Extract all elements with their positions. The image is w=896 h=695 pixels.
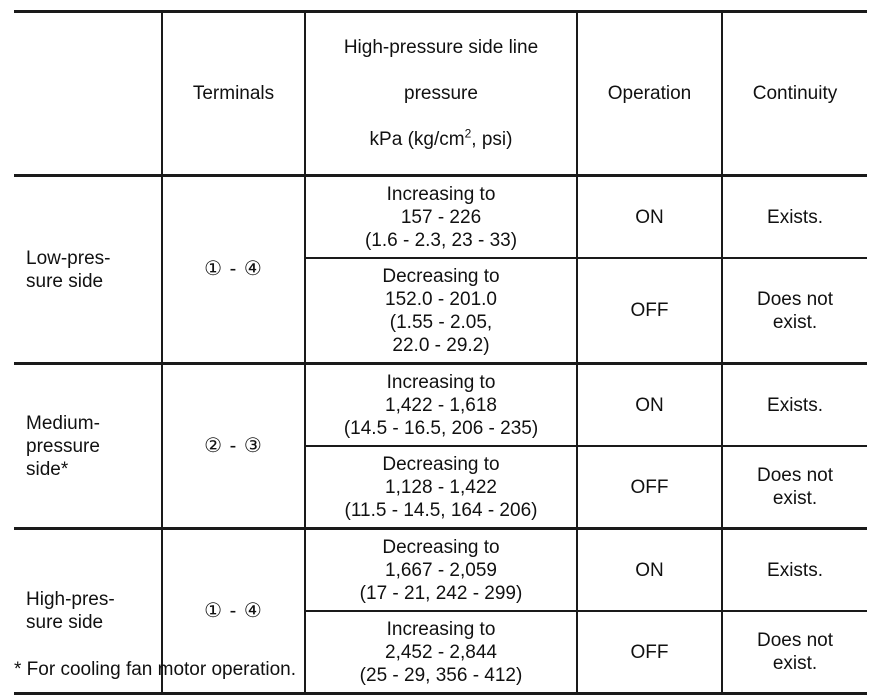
- terminals-cell: ② - ③: [162, 364, 305, 529]
- header-pressure: [305, 12, 577, 176]
- operation-cell: OFF: [577, 446, 722, 529]
- pressure-cell: Decreasing to 1,128 - 1,422 (11.5 - 14.5, 164 - 206): [305, 446, 577, 529]
- terminals-cell: ① - ④: [162, 176, 305, 364]
- pressure-cell: Decreasing to 152.0 - 201.0 (1.55 - 2.05, 22.0 - 29.2): [305, 258, 577, 364]
- continuity-cell: Exists.: [722, 529, 867, 612]
- operation-cell: OFF: [577, 611, 722, 694]
- table-row: [14, 176, 867, 259]
- operation-cell: OFF: [577, 258, 722, 364]
- pressure-cell: Increasing to 2,452 - 2,844 (25 - 29, 356 - 412): [305, 611, 577, 694]
- section-label: Medium- pressure side*: [14, 364, 162, 529]
- table-row: [14, 529, 867, 612]
- operation-cell: ON: [577, 529, 722, 612]
- unit-prefix: kPa (kg/cm: [369, 129, 465, 150]
- header-pressure-line1: High-pressure side line: [343, 37, 539, 58]
- pressure-cell: Increasing to 1,422 - 1,618 (14.5 - 16.5, 206 - 235): [305, 364, 577, 447]
- continuity-cell: Does not exist.: [722, 611, 867, 694]
- unit-superscript: 2: [464, 126, 472, 141]
- terminals-cell: ① - ④: [162, 529, 305, 694]
- footnote: * For cooling fan motor operation.: [14, 659, 296, 680]
- header-pressure-line2: pressure: [404, 83, 478, 104]
- operation-cell: ON: [577, 364, 722, 447]
- table-row: [14, 364, 867, 447]
- continuity-cell: Does not exist.: [722, 446, 867, 529]
- pressure-cell: Decreasing to 1,667 - 2,059 (17 - 21, 242 - 299): [305, 529, 577, 612]
- pressure-switch-table: [14, 10, 867, 695]
- continuity-cell: Does not exist.: [722, 258, 867, 364]
- operation-cell: ON: [577, 176, 722, 259]
- header-blank-cell: [14, 12, 162, 176]
- section-label: Low-pres- sure side: [14, 176, 162, 364]
- unit-suffix: , psi): [471, 129, 513, 150]
- pressure-cell: Increasing to 157 - 226 (1.6 - 2.3, 23 - 33): [305, 176, 577, 259]
- header-operation: Operation: [577, 12, 722, 176]
- header-pressure-unit: [310, 128, 572, 151]
- table-header-row: [14, 12, 867, 176]
- header-terminals: Terminals: [162, 12, 305, 176]
- header-continuity: Continuity: [722, 12, 867, 176]
- continuity-cell: Exists.: [722, 176, 867, 259]
- continuity-cell: Exists.: [722, 364, 867, 447]
- section-label: High-pres- sure side: [14, 529, 162, 694]
